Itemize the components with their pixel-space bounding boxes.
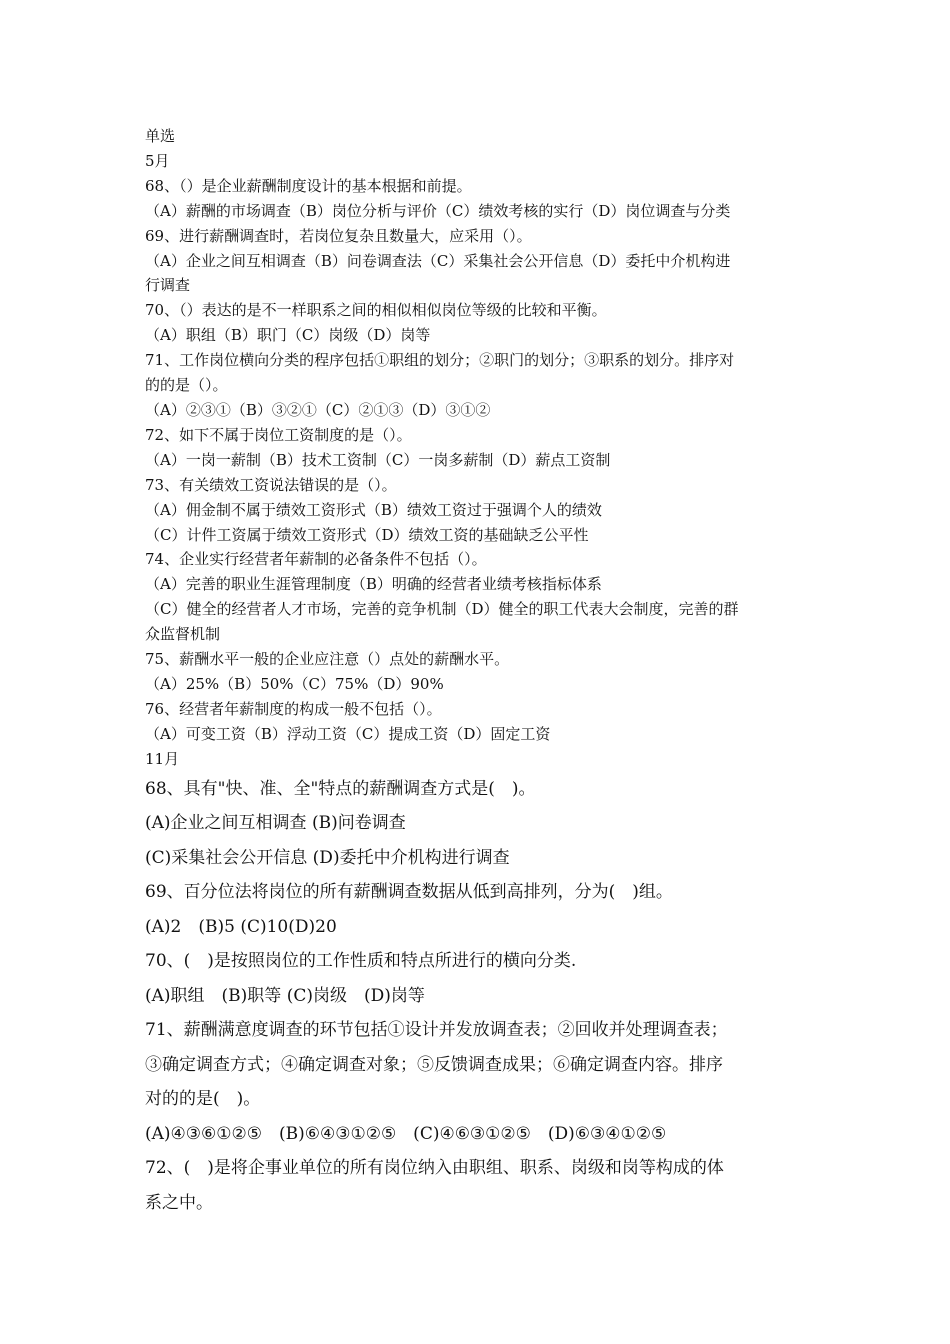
- may-line: （A）薪酬的市场调查（B）岗位分析与评价（C）绩效考核的实行（D）岗位调查与分类: [145, 201, 731, 220]
- may-line: 72、如下不属于岗位工资制度的是（）。: [145, 425, 412, 444]
- nov-line: 69、百分位法将岗位的所有薪酬调查数据从低到高排列，分为( )组。: [145, 882, 673, 903]
- nov-line: ③确定调查方式；④确定调查对象；⑤反馈调查成果；⑥确定调查内容。排序: [145, 1054, 723, 1075]
- may-line: 行调查: [145, 276, 191, 295]
- may-line: 68、（）是企业薪酬制度设计的基本根据和前提。: [145, 176, 472, 195]
- nov-line: (A)职组 (B)职等 (C)岗级 (D)岗等: [145, 985, 425, 1006]
- may-line: 69、进行薪酬调查时，若岗位复杂且数量大，应采用（）。: [145, 226, 532, 245]
- section-title: 单选: [145, 127, 176, 145]
- may-line: （C）计件工资属于绩效工资形式（D）绩效工资的基础缺乏公平性: [145, 525, 589, 544]
- may-line: （A）企业之间互相调查（B）问卷调查法（C）采集社会公开信息（D）委托中介机构进: [145, 251, 731, 270]
- may-line: 76、经营者年薪制度的构成一般不包括（）。: [145, 699, 442, 718]
- nov-line: 70、( )是按照岗位的工作性质和特点所进行的横向分类.: [145, 951, 577, 972]
- nov-questions: [145, 772, 810, 1221]
- may-line: 74、企业实行经营者年薪制的必备条件不包括（）。: [145, 550, 487, 569]
- may-line: （C）健全的经营者人才市场，完善的竞争机制（D）健全的职工代表大会制度，完善的群: [145, 600, 739, 619]
- may-line: 71、工作岗位横向分类的程序包括①职组的划分；②职门的划分；③职系的划分。排序对: [145, 351, 735, 370]
- nov-line: 68、具有"快、准、全"特点的薪酬调查方式是( )。: [145, 778, 536, 799]
- may-line: （A）完善的职业生涯管理制度（B）明确的经营者业绩考核指标体系: [145, 575, 602, 594]
- nov-line: 系之中。: [145, 1192, 213, 1213]
- may-line: 75、薪酬水平一般的企业应注意（）点处的薪酬水平。: [145, 650, 510, 669]
- nov-line: (A)2 (B)5 (C)10(D)20: [145, 916, 337, 937]
- may-questions: [145, 174, 810, 747]
- may-line: 的的是（）。: [145, 376, 228, 395]
- nov-line: (A)企业之间互相调查 (B)问卷调查: [145, 813, 406, 834]
- may-line: 73、有关绩效工资说法错误的是（）。: [145, 475, 397, 494]
- nov-line: 对的的是( )。: [145, 1089, 261, 1110]
- may-line: （A）一岗一薪制（B）技术工资制（C）一岗多薪制（D）薪点工资制: [145, 450, 611, 469]
- may-line: 众监督机制: [145, 625, 221, 644]
- may-line: 70、（）表达的是不一样职系之间的相似相似岗位等级的比较和平衡。: [145, 301, 607, 320]
- nov-line: (C)采集社会公开信息 (D)委托中介机构进行调查: [145, 847, 510, 868]
- may-line: （A）②③①（B）③②①（C）②①③（D）③①②: [145, 400, 491, 419]
- may-line: （A）职组（B）职门（C）岗级（D）岗等: [145, 326, 431, 345]
- document-body: [145, 124, 810, 1220]
- nov-line: (A)④③⑥①②⑤ (B)⑥④③①②⑤ (C)④⑥③①②⑤ (D)⑥③④①②⑤: [145, 1123, 667, 1144]
- may-line: （A）可变工资（B）浮动工资（C）提成工资（D）固定工资: [145, 724, 551, 743]
- may-line: （A）25%（B）50%（C）75%（D）90%: [145, 674, 444, 693]
- may-line: （A）佣金制不属于绩效工资形式（B）绩效工资过于强调个人的绩效: [145, 500, 602, 519]
- nov-heading: 11月: [145, 749, 180, 768]
- may-heading: 5月: [145, 151, 170, 170]
- nov-line: 71、薪酬满意度调查的环节包括①设计并发放调查表；②回收并处理调查表；: [145, 1020, 728, 1041]
- nov-line: 72、( )是将企事业单位的所有岗位纳入由职组、职系、岗级和岗等构成的体: [145, 1158, 724, 1179]
